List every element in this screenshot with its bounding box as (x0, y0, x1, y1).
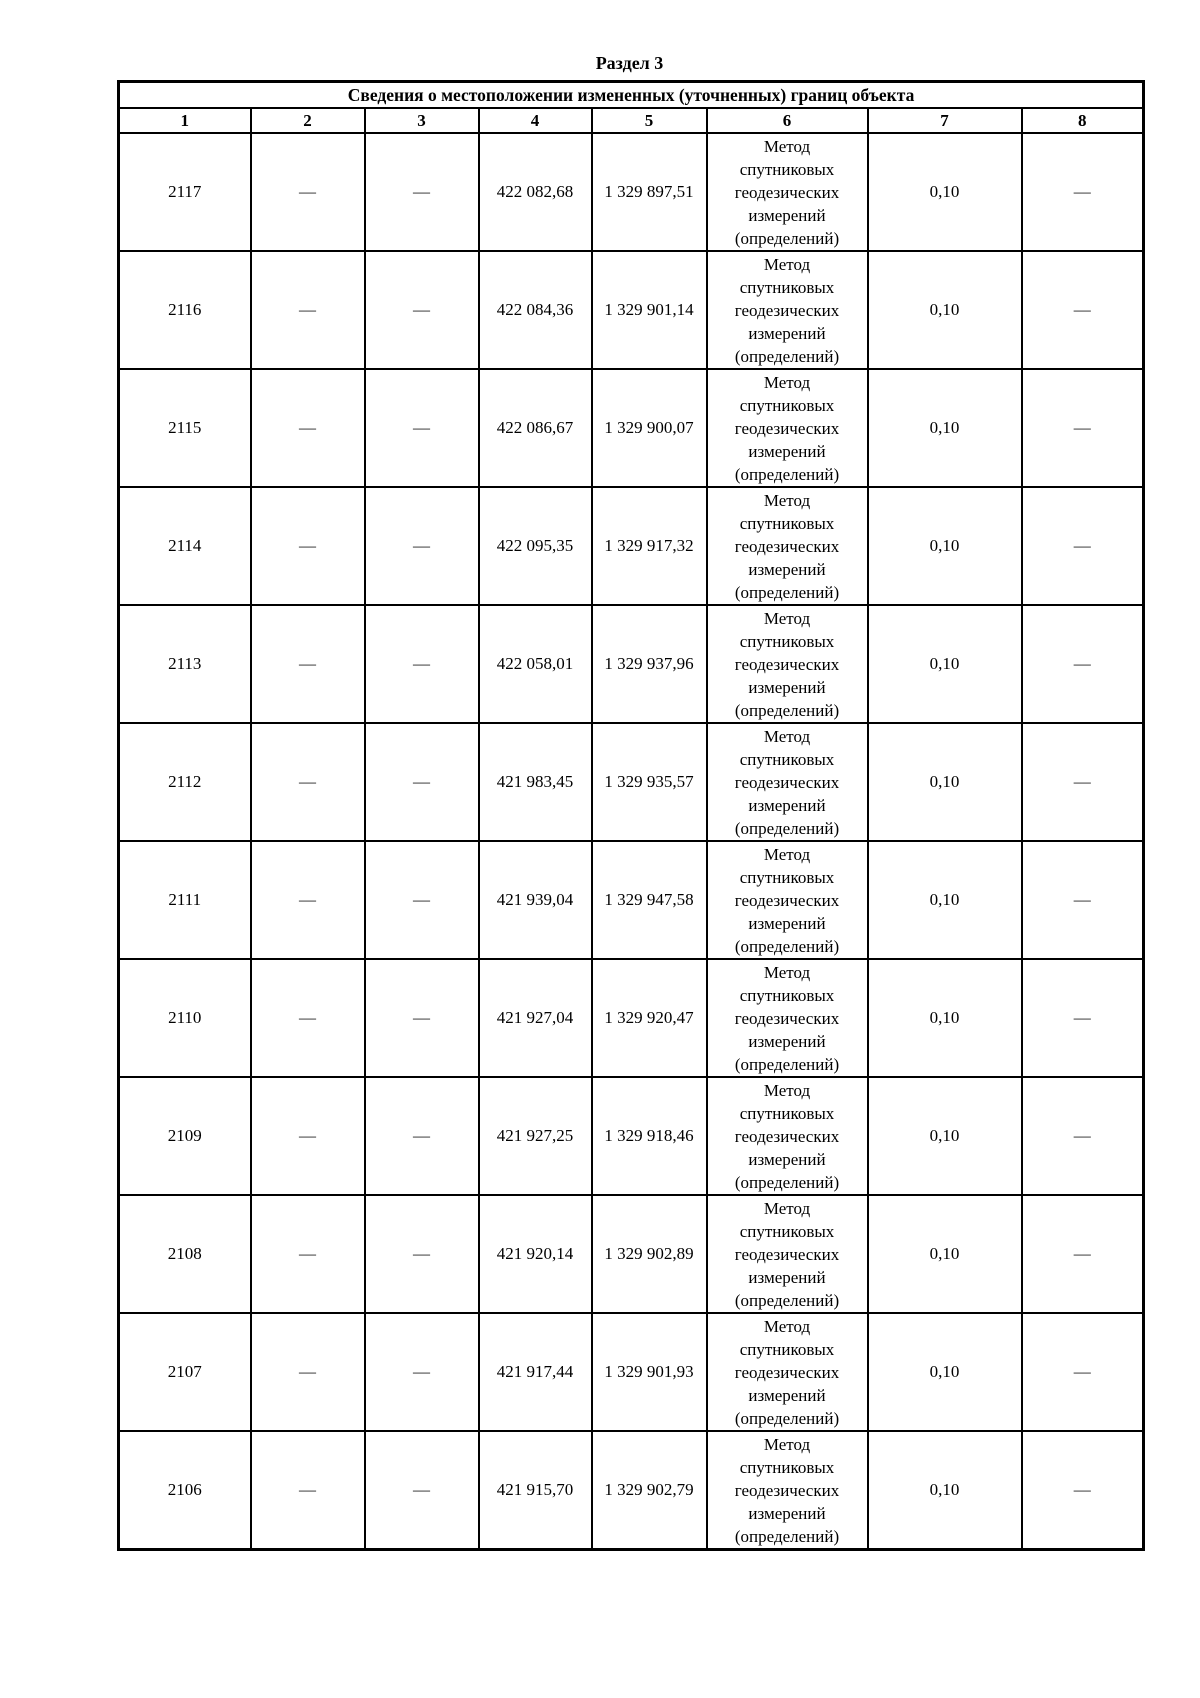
cell-mse: 0,10 (868, 369, 1022, 487)
cell-x-coordinate: 422 084,36 (479, 251, 592, 369)
table-row (119, 605, 1144, 723)
cell-point-number: 2109 (119, 1077, 251, 1195)
cell-note-dash: — (1022, 1195, 1144, 1313)
cell-note-dash: — (1022, 1431, 1144, 1550)
cell-method (707, 959, 868, 1077)
cell-note-dash: — (1022, 723, 1144, 841)
cell-x-coordinate: 422 095,35 (479, 487, 592, 605)
cell-point-number: 2116 (119, 251, 251, 369)
cell-y-coordinate: 1 329 920,47 (592, 959, 707, 1077)
cell-y-coordinate: 1 329 901,14 (592, 251, 707, 369)
cell-existing-y-dash: — (365, 1313, 479, 1431)
method-text: Метод спутниковых геодезических измерений (определений) (734, 726, 840, 838)
cell-existing-y-dash: — (365, 1077, 479, 1195)
cell-mse: 0,10 (868, 1313, 1022, 1431)
table-row (119, 1077, 1144, 1195)
cell-existing-x-dash: — (251, 605, 365, 723)
cell-note-dash: — (1022, 959, 1144, 1077)
method-text: Метод спутниковых геодезических измерений (определений) (734, 844, 840, 956)
cell-note-dash: — (1022, 251, 1144, 369)
cell-x-coordinate: 422 082,68 (479, 133, 592, 251)
column-header-1: 1 (119, 108, 251, 133)
table-row (119, 1195, 1144, 1313)
column-header-8: 8 (1022, 108, 1144, 133)
cell-note-dash: — (1022, 487, 1144, 605)
cell-existing-y-dash: — (365, 1195, 479, 1313)
cell-note-dash: — (1022, 369, 1144, 487)
cell-existing-y-dash: — (365, 487, 479, 605)
cell-method (707, 1313, 868, 1431)
section-title: Раздел 3 (595, 53, 664, 73)
method-text: Метод спутниковых геодезических измерений (определений) (734, 254, 840, 366)
table-title-row (119, 82, 1144, 109)
cell-point-number: 2110 (119, 959, 251, 1077)
cell-y-coordinate: 1 329 918,46 (592, 1077, 707, 1195)
cell-note-dash: — (1022, 841, 1144, 959)
cell-point-number: 2106 (119, 1431, 251, 1550)
table-row (119, 1313, 1144, 1431)
cell-mse: 0,10 (868, 251, 1022, 369)
cell-existing-x-dash: — (251, 723, 365, 841)
cell-y-coordinate: 1 329 902,79 (592, 1431, 707, 1550)
cell-mse: 0,10 (868, 487, 1022, 605)
cell-x-coordinate: 421 939,04 (479, 841, 592, 959)
cell-mse: 0,10 (868, 841, 1022, 959)
table-row (119, 1431, 1144, 1550)
table-row (119, 723, 1144, 841)
cell-existing-x-dash: — (251, 133, 365, 251)
column-numbers-row (119, 108, 1144, 133)
method-text: Метод спутниковых геодезических измерений (определений) (734, 372, 840, 484)
cell-x-coordinate: 421 983,45 (479, 723, 592, 841)
cell-mse: 0,10 (868, 723, 1022, 841)
method-text: Метод спутниковых геодезических измерений (определений) (734, 136, 840, 248)
cell-existing-x-dash: — (251, 487, 365, 605)
cell-y-coordinate: 1 329 902,89 (592, 1195, 707, 1313)
cell-existing-x-dash: — (251, 1195, 365, 1313)
cell-method (707, 723, 868, 841)
table-row (119, 133, 1144, 251)
method-text: Метод спутниковых геодезических измерений (определений) (734, 490, 840, 602)
boundaries-table (117, 80, 1145, 1551)
cell-point-number: 2112 (119, 723, 251, 841)
cell-point-number: 2117 (119, 133, 251, 251)
cell-mse: 0,10 (868, 959, 1022, 1077)
cell-y-coordinate: 1 329 897,51 (592, 133, 707, 251)
cell-x-coordinate: 422 058,01 (479, 605, 592, 723)
table-row (119, 369, 1144, 487)
column-header-4: 4 (479, 108, 592, 133)
cell-existing-y-dash: — (365, 723, 479, 841)
cell-y-coordinate: 1 329 917,32 (592, 487, 707, 605)
table-row (119, 487, 1144, 605)
cell-x-coordinate: 421 915,70 (479, 1431, 592, 1550)
cell-mse: 0,10 (868, 1077, 1022, 1195)
cell-existing-x-dash: — (251, 959, 365, 1077)
cell-point-number: 2107 (119, 1313, 251, 1431)
column-header-6: 6 (707, 108, 868, 133)
cell-existing-y-dash: — (365, 1431, 479, 1550)
method-text: Метод спутниковых геодезических измерений (определений) (734, 962, 840, 1074)
cell-note-dash: — (1022, 133, 1144, 251)
cell-existing-y-dash: — (365, 959, 479, 1077)
cell-existing-x-dash: — (251, 369, 365, 487)
cell-method (707, 369, 868, 487)
cell-existing-x-dash: — (251, 841, 365, 959)
cell-point-number: 2108 (119, 1195, 251, 1313)
cell-x-coordinate: 421 927,25 (479, 1077, 592, 1195)
column-header-2: 2 (251, 108, 365, 133)
cell-x-coordinate: 421 927,04 (479, 959, 592, 1077)
cell-method (707, 251, 868, 369)
table-title: Сведения о местоположении измененных (уточненных) границ объекта (119, 82, 1144, 109)
column-header-5: 5 (592, 108, 707, 133)
method-text: Метод спутниковых геодезических измерений (определений) (734, 1434, 840, 1546)
method-text: Метод спутниковых геодезических измерений (определений) (734, 608, 840, 720)
cell-mse: 0,10 (868, 605, 1022, 723)
method-text: Метод спутниковых геодезических измерений (определений) (734, 1198, 840, 1310)
cell-existing-y-dash: — (365, 251, 479, 369)
method-text: Метод спутниковых геодезических измерений (определений) (734, 1316, 840, 1428)
cell-existing-x-dash: — (251, 251, 365, 369)
table-body (119, 133, 1144, 1550)
cell-mse: 0,10 (868, 133, 1022, 251)
cell-note-dash: — (1022, 1313, 1144, 1431)
cell-point-number: 2113 (119, 605, 251, 723)
cell-existing-x-dash: — (251, 1313, 365, 1431)
cell-y-coordinate: 1 329 901,93 (592, 1313, 707, 1431)
cell-method (707, 1431, 868, 1550)
cell-note-dash: — (1022, 1077, 1144, 1195)
cell-point-number: 2111 (119, 841, 251, 959)
cell-x-coordinate: 421 920,14 (479, 1195, 592, 1313)
cell-method (707, 1077, 868, 1195)
cell-point-number: 2115 (119, 369, 251, 487)
cell-y-coordinate: 1 329 935,57 (592, 723, 707, 841)
table-row (119, 959, 1144, 1077)
table-row (119, 841, 1144, 959)
cell-x-coordinate: 422 086,67 (479, 369, 592, 487)
cell-method (707, 1195, 868, 1313)
column-header-3: 3 (365, 108, 479, 133)
cell-existing-y-dash: — (365, 133, 479, 251)
table-row (119, 251, 1144, 369)
cell-x-coordinate: 421 917,44 (479, 1313, 592, 1431)
cell-existing-x-dash: — (251, 1431, 365, 1550)
cell-mse: 0,10 (868, 1195, 1022, 1313)
cell-existing-y-dash: — (365, 841, 479, 959)
cell-mse: 0,10 (868, 1431, 1022, 1550)
cell-method (707, 605, 868, 723)
cell-y-coordinate: 1 329 937,96 (592, 605, 707, 723)
method-text: Метод спутниковых геодезических измерений (определений) (734, 1080, 840, 1192)
cell-y-coordinate: 1 329 900,07 (592, 369, 707, 487)
cell-method (707, 487, 868, 605)
cell-existing-y-dash: — (365, 369, 479, 487)
cell-point-number: 2114 (119, 487, 251, 605)
cell-existing-x-dash: — (251, 1077, 365, 1195)
cell-method (707, 841, 868, 959)
cell-note-dash: — (1022, 605, 1144, 723)
cell-method (707, 133, 868, 251)
column-header-7: 7 (868, 108, 1022, 133)
cell-existing-y-dash: — (365, 605, 479, 723)
cell-y-coordinate: 1 329 947,58 (592, 841, 707, 959)
